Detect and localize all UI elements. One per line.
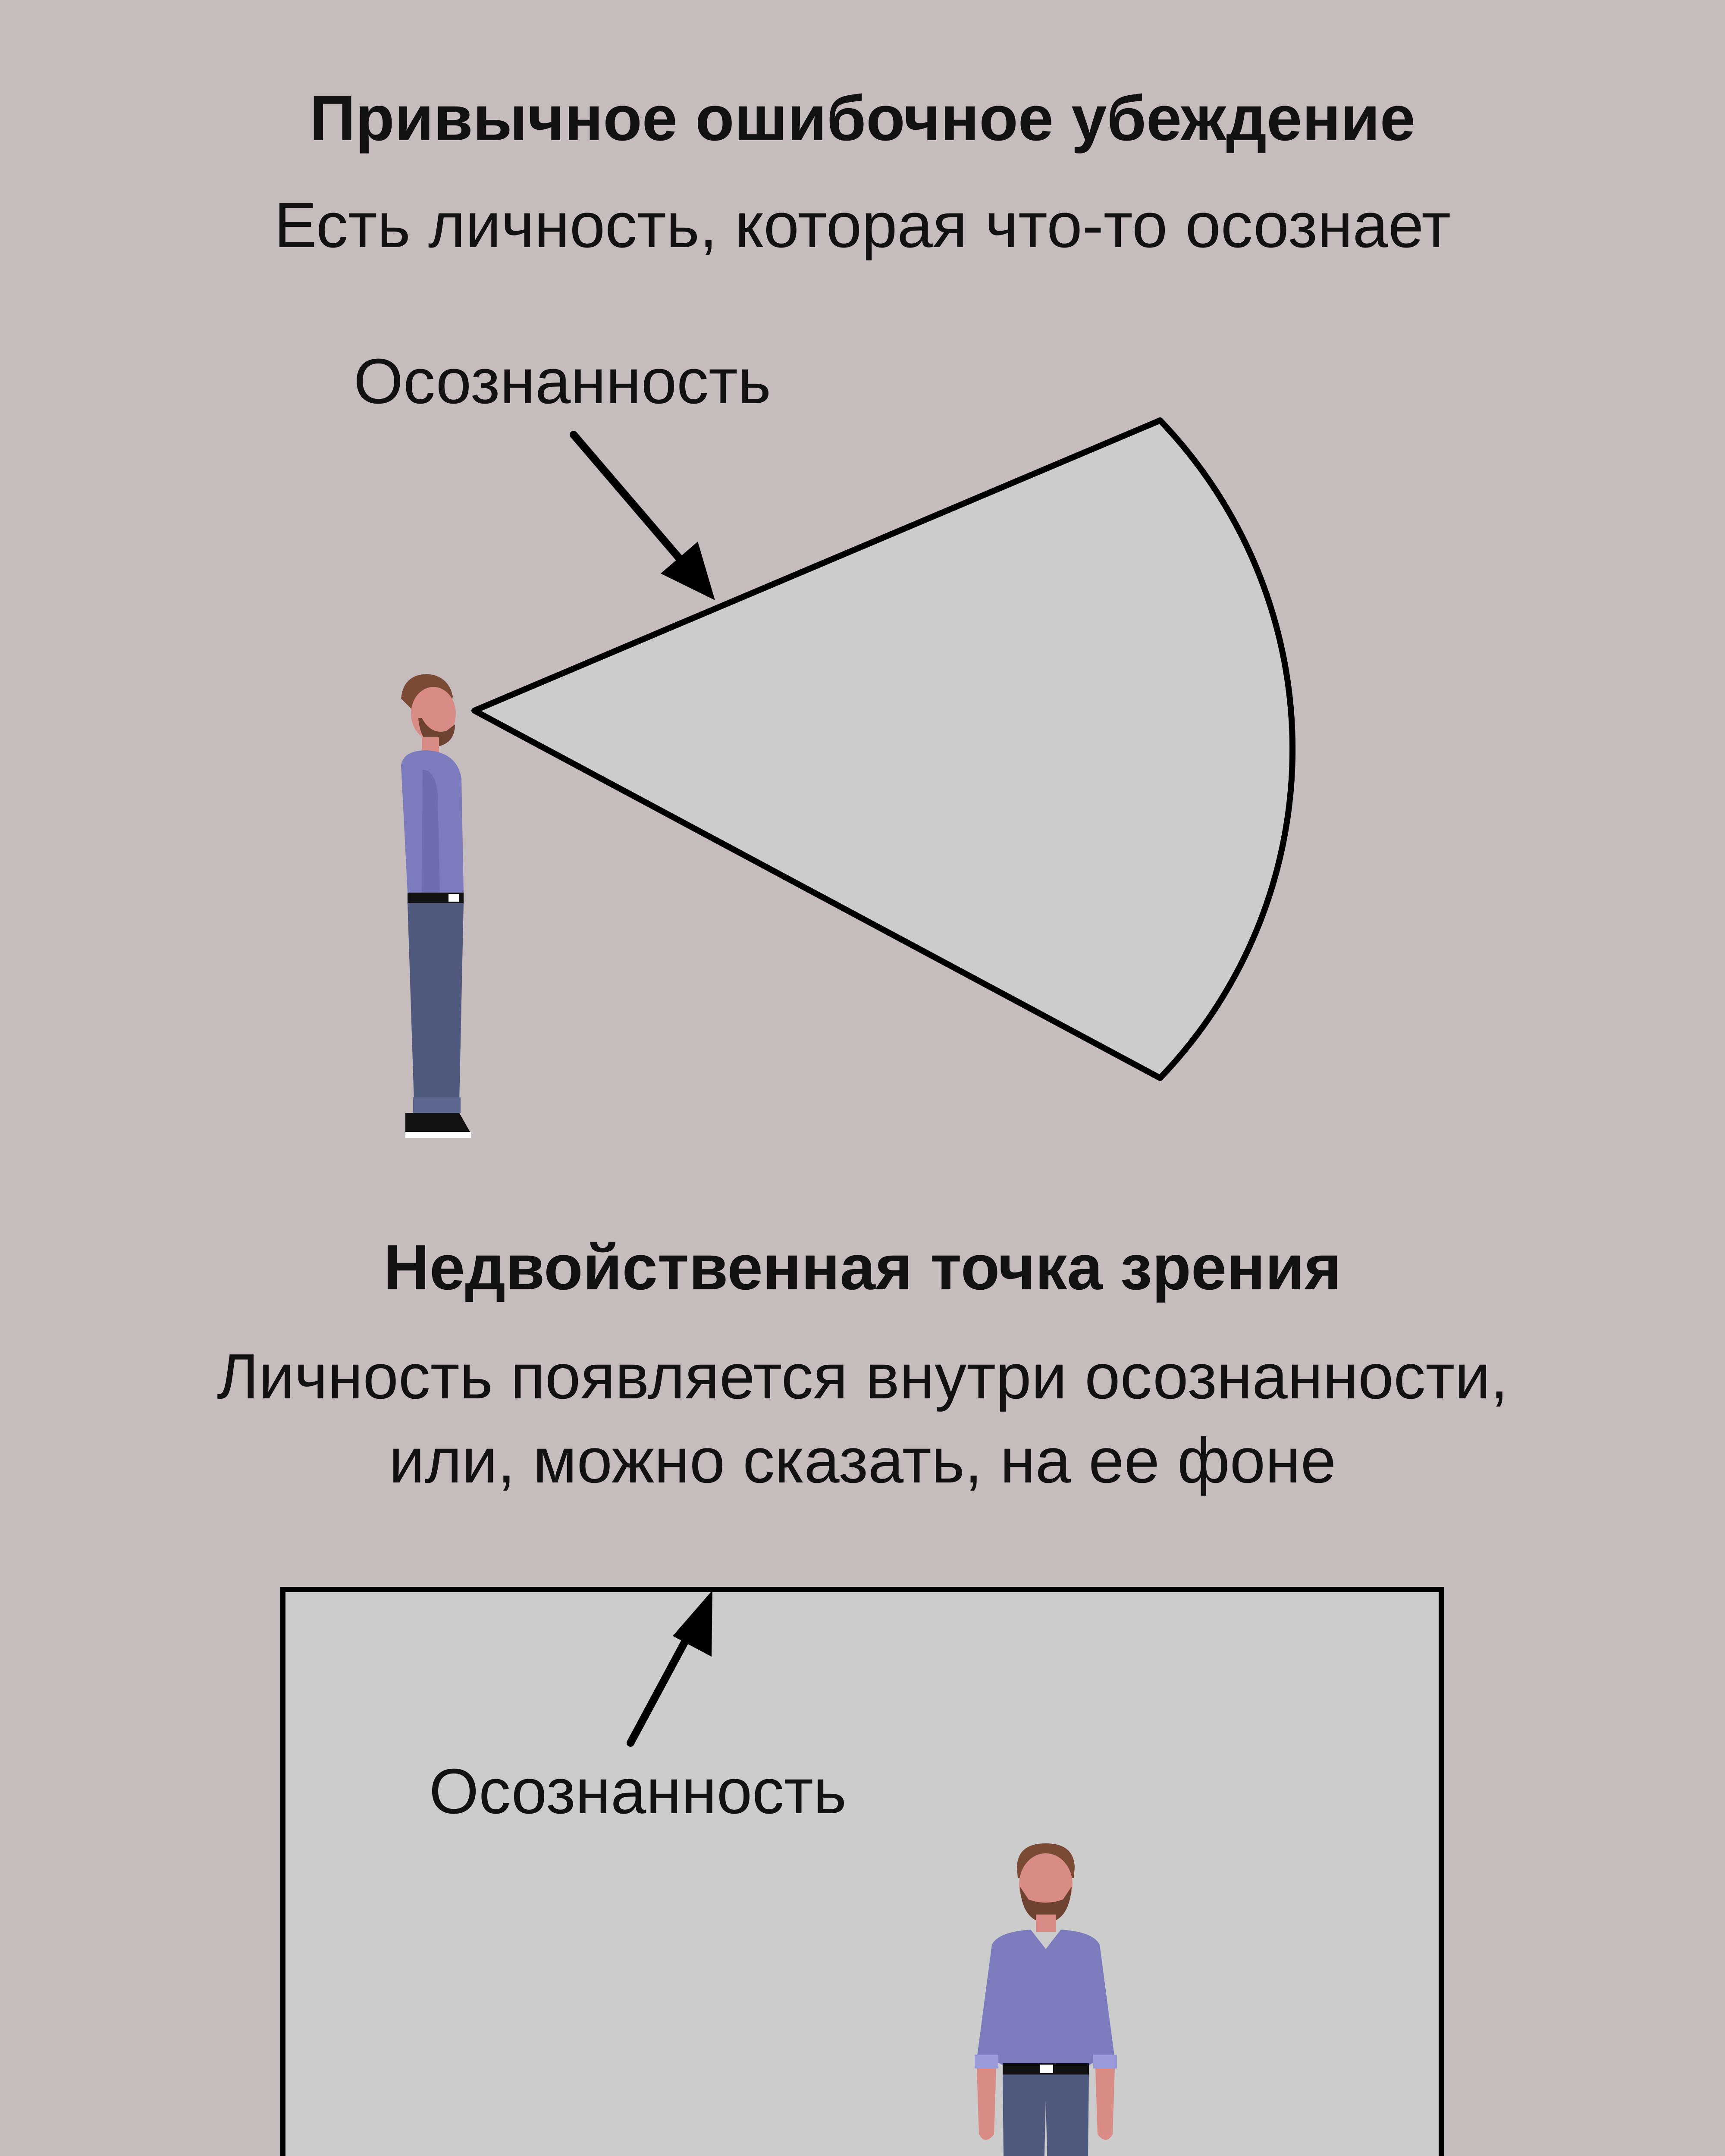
section2-title: Недвойственная точка зрения — [383, 1232, 1342, 1303]
section1-arrow-icon — [574, 435, 715, 600]
person-front-view-icon — [940, 1841, 1151, 2156]
section1-awareness-label: Осознанность — [354, 346, 771, 417]
section1-title: Привычное ошибочное убеждение — [309, 83, 1416, 154]
person-side-view-icon — [371, 666, 500, 1149]
section2-subtitle-line1: Личность появляется внутри осознанности, — [216, 1341, 1509, 1412]
section1-subtitle: Есть личность, которая что-то осознает — [274, 190, 1451, 261]
section2-subtitle-line2: или, можно сказать, на ее фоне — [389, 1425, 1336, 1496]
section2-awareness-label: Осознанность — [429, 1756, 847, 1827]
awareness-cone — [474, 420, 1292, 1078]
awareness-rectangle — [283, 1589, 1441, 2156]
